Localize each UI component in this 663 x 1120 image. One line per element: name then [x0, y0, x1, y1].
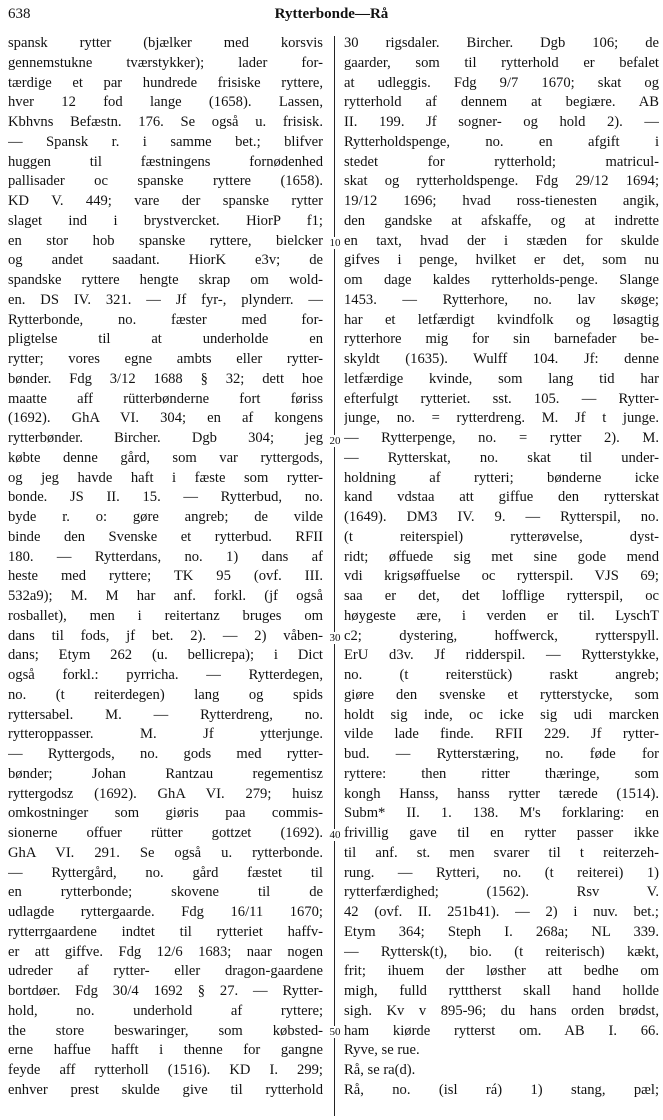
text-line: frivillig gave til en rytter passer ikke [344, 825, 659, 841]
text-line: 42 (ovf. II. 251b41). — 2) i nuv. bet.; [344, 904, 659, 920]
text-line: Rå, se ra(d). [344, 1062, 416, 1078]
text-line: the store beswaringer, som købsted- [8, 1022, 323, 1039]
text-line: om dage kaldes rytterholds-penge. Slange [344, 272, 659, 288]
text-line: junge, no. = rytterdreng. M. Jf t junge. [344, 410, 659, 427]
text-line: Etym 364; Steph I. 268a; NL 339. [344, 923, 659, 940]
text-line: Rytterholdspenge, no. en afgift i [344, 133, 659, 150]
text-line: holdt sig inde, oc icke sig udi marcken [344, 706, 659, 723]
text-line: erne haffue hafft i thenne for gangne [8, 1042, 323, 1059]
text-line: bonde. JS II. 15. — Rytterbud, no. [8, 489, 323, 506]
text-line: tærdige et par hundrede frisiske ryttere, [8, 74, 323, 91]
text-line: den gandske at afskaffe, og at indrette [344, 212, 659, 229]
text-line: huggen til fæstningens fornødenhed [8, 153, 323, 170]
text-line: maatte aff rütterbønderne fort føriss [8, 390, 323, 407]
text-line: spansk rytter (bjælker med korsvis [8, 35, 323, 51]
running-head: Rytterbonde—Rå [274, 6, 389, 22]
text-line: til anf. st. men svarer til t reiterzeh- [344, 844, 659, 861]
line-number: 50 [329, 1026, 341, 1038]
page-number: 638 [8, 6, 31, 22]
text-line: — Rytterpenge, no. = rytter 2). M. [344, 430, 659, 446]
text-line: (t reiterspiel) rytterøvelse, dyst- [344, 528, 659, 545]
text-line: rytteroppasser. M. Jf ytterjunge. [8, 726, 323, 743]
text-line: en. DS IV. 321. — Jf fyr-, plynderr. — [8, 291, 323, 308]
text-line: stedet for rytterhold; matricul- [344, 153, 659, 170]
text-line: bud. — Rytterstæring, no. føde for [344, 746, 659, 762]
text-line: ryttere: then ritter thæringe, som [344, 765, 659, 782]
text-line: enhver prest skulde give til rytterhold [8, 1081, 323, 1098]
text-line: Rå, no. (isl rá) 1) stang, pæl; [344, 1081, 659, 1098]
text-line: 30 rigsdaler. Bircher. Dgb 106; de [344, 35, 659, 51]
text-line: c2; dystering, hoffwerck, rytterspyll. [344, 627, 659, 644]
text-line: rytterbønder. Bircher. Dgb 304; jeg [8, 430, 323, 446]
text-line: høygeste ære, i verden er til. LyschT [344, 607, 659, 624]
text-line: hver 12 fod lange (1658). Lassen, [8, 94, 323, 111]
line-number: 20 [329, 435, 341, 447]
text-line: rytterhold af dennem at begiære. AB [344, 94, 659, 111]
text-line: en rytterbonde; skovene til de [8, 884, 323, 901]
text-line: (1649). DM3 IV. 9. — Rytterspil, no. [344, 509, 659, 525]
text-line: ridt; øffuede sig met sine gode mend [344, 548, 659, 565]
text-line: vdi krigsøffuelse oc rytterspil. VJS 69; [344, 568, 659, 585]
column-divider [334, 36, 335, 1116]
text-line: skyldt (1635). Wulff 104. Jf: denne [344, 351, 659, 367]
text-line: byde r. o: gøre angreb; de vilde [8, 509, 323, 525]
text-line: Rytterbonde, no. fæster med for- [8, 311, 323, 328]
text-line: pallisader oc spanske ryttere (1658). [8, 173, 323, 190]
line-number: 30 [329, 632, 341, 644]
text-line: at udleggis. Fdg 9/7 1670; skat og [344, 74, 659, 91]
text-line: Kbhvns Befæstn. 176. Se også u. frisisk. [8, 114, 323, 130]
text-line: gaarder, som til rytterhold er befalet [344, 54, 659, 71]
text-line: rung. — Rytteri, no. (t reiterei) 1) [344, 864, 659, 881]
text-line: efterfulgt rytteriet. sst. 105. — Rytter- [344, 390, 659, 407]
page-header [0, 6, 663, 28]
text-line: bønder. Fdg 3/12 1688 § 32; dett hoe [8, 370, 323, 387]
text-line: giøre den svenske et rytterstycke, som [344, 686, 659, 703]
text-line: bortdøer. Fdg 30/4 1692 § 27. — Rytter- [8, 983, 323, 999]
text-line: gifves i penge, hvilket er det, som nu [344, 252, 659, 269]
text-line: spandske ryttere hengte skrap om wold- [8, 272, 323, 288]
text-line: rytterfærdighed; (1562). Rsv V. [344, 884, 659, 901]
text-line: bønder; Johan Rantzau regementisz [8, 765, 323, 782]
text-line: også forkl.: pyrricha. — Rytterdegen, [8, 667, 323, 683]
text-line: migh, fulld rytttherst skall hand hollde [344, 983, 659, 999]
text-line: sionerne offuer rütter gottzet (1692). [8, 825, 323, 841]
text-line: Subm* II. 1. 138. M's forklaring: en [344, 805, 659, 822]
text-line: købte denne gård, som var ryttergods, [8, 449, 323, 466]
text-line: holdning af rytteri; bønderne icke [344, 469, 659, 486]
text-line: ryttersabel. M. — Rytterdreng, no. [8, 706, 323, 723]
text-line: er att giffve. Fdg 12/6 1683; naar nogen [8, 943, 323, 960]
text-line: har et letfærdigt kvindfolk og løsagtig [344, 311, 659, 328]
text-line: pligtelse til at underholde en [8, 331, 323, 348]
text-line: dans til fods, jf bet. 2). — 2) våben- [8, 627, 323, 644]
text-line: no. (t reiterdegen) lang og spids [8, 686, 323, 703]
text-line: sigh. Kv v 895-96; du hans orden brødst, [344, 1002, 659, 1019]
text-line: ham kiørde rytterst om. AB I. 66. [344, 1022, 659, 1039]
text-line: binde den Svenske et rytterbud. RFII [8, 528, 323, 545]
text-line: II. 199. Jf sogner- og hold 2). — [344, 114, 659, 130]
text-line: GhA VI. 291. Se også u. rytterbonde. [8, 844, 323, 861]
text-line: 180. — Rytterdans, no. 1) dans af [8, 548, 323, 565]
text-line: rytterrgaardene indtet til rytteriet haffv- [8, 923, 323, 940]
line-number: 10 [329, 237, 341, 249]
text-line: feyde aff rytterholl (1516). KD I. 299; [8, 1062, 323, 1078]
left-column [8, 34, 323, 1101]
text-line: — Ryttergård, no. gård fæstet til [8, 864, 323, 881]
text-line: udreder af rytter- eller dragon-gaardene [8, 963, 323, 980]
text-line: KD V. 449; vare der spanske rytter [8, 193, 323, 209]
text-line: vilde lade finde. RFII 229. Jf rytter- [344, 726, 659, 743]
text-line: omkostninger som giøris paa commis- [8, 805, 323, 822]
text-line: en taxt, hvad der i stæden for skulde [344, 232, 659, 249]
text-line: rosballet), men i reitertanz bruges om [8, 607, 323, 624]
text-line: udlagde ryttergaarde. Fdg 16/11 1670; [8, 904, 323, 920]
text-line: ErU d3v. Jf ridderspil. — Rytterstykke, [344, 647, 659, 664]
text-line: dans; Etym 262 (u. bellicrepa); i Dict [8, 647, 323, 664]
text-line: — Ryttersk(t), bio. (t reiterisch) kækt, [344, 943, 659, 960]
text-line: kongh Hanss, hanss rytter tærede (1514). [344, 785, 659, 802]
text-line: heste med ryttere; TK 95 (ovf. III. [8, 568, 323, 585]
text-line: slaget ind i brystvercket. HiorP f1; [8, 212, 323, 229]
text-line: letfærdige kvinde, som lang tid har [344, 370, 659, 387]
text-line: frit; ihuem der løsther att bedhe om [344, 963, 659, 980]
right-column [344, 34, 659, 1101]
text-line: — Spansk r. i samme bet.; blifver [8, 133, 323, 150]
text-line: Ryve, se rue. [344, 1042, 420, 1059]
text-line: no. (t reiterstück) raskt angreb; [344, 667, 659, 683]
text-line: saa er det, det lofflige rytterspil, oc [344, 588, 659, 604]
text-line: 19/12 1696; hvad ross-tienesten angik, [344, 193, 659, 209]
text-line: hold, no. underhold af ryttere; [8, 1002, 323, 1019]
text-line: — Rytterskat, no. skat til under- [344, 449, 659, 466]
text-line: kand vdstaa att giffue den rytterskat [344, 489, 659, 506]
text-line: rytter; vores egne ambts eller rytter- [8, 351, 323, 367]
text-line: ryttergodsz (1692). GhA VI. 279; huisz [8, 785, 323, 802]
text-line: og jeg havde haft i fæste som rytter- [8, 469, 323, 486]
text-line: og andet saadant. HiorK e3v; de [8, 252, 323, 269]
line-number: 40 [329, 829, 341, 841]
text-line: (1692). GhA VI. 304; en af kongens [8, 410, 323, 427]
text-line: gennemstukne tværstykker); lader for- [8, 54, 323, 71]
text-line: skat og rytterholdspenge. Fdg 29/12 1694; [344, 173, 659, 190]
text-line: — Ryttergods, no. gods med rytter- [8, 746, 323, 762]
text-line: 1453. — Rytterhore, no. lav skøge; [344, 291, 659, 308]
text-line: en stor hob spanske ryttere, bielcker [8, 232, 323, 249]
text-line: 532a9); M. M har anf. forkl. (jf også [8, 588, 323, 604]
text-line: rytterhore mig for sin barnefader be- [344, 331, 659, 348]
